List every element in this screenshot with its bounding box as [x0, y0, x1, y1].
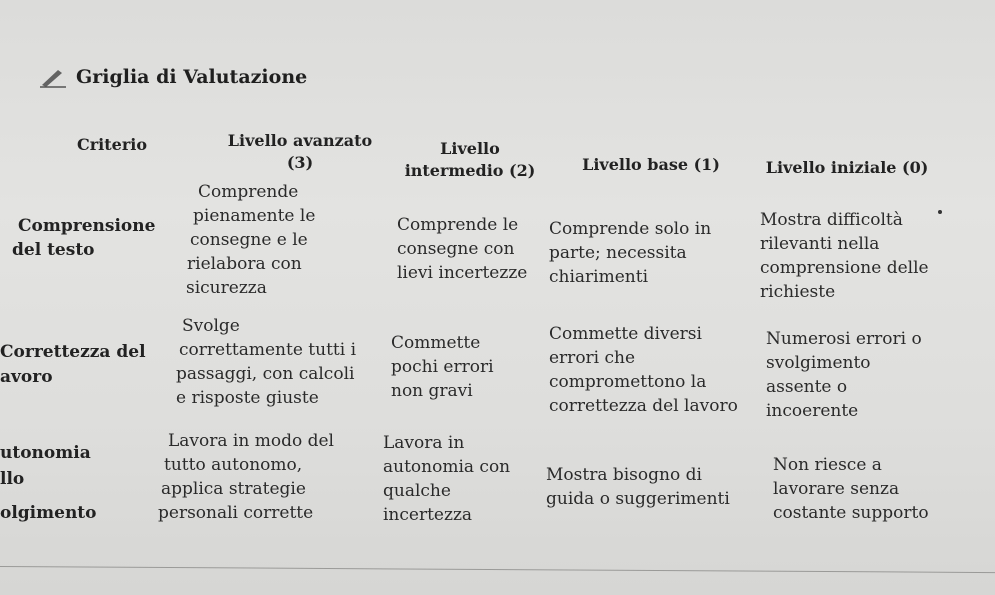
row3-intermedio: Lavora in autonomia con qualche incertezza [383, 433, 511, 525]
row1-avanzato: Comprende pienamente le consegne e le rielabora con sicurezza [186, 182, 316, 298]
header-criterio: Criterio [77, 135, 147, 154]
row3-iniziale: Non riesce a lavorare senza costante supporto [773, 455, 929, 523]
pencil-icon [38, 66, 68, 88]
row1-criterio: Comprensione [18, 216, 156, 236]
row2-iniziale: Numerosi errori o svolgimento assente o incoerente [766, 329, 922, 421]
row3-avanzato: Lavora in modo del tutto autonomo, applica strategie personali corrette [158, 431, 334, 523]
row3-criterio: utonomia [0, 443, 91, 463]
page-title: Griglia di Valutazione [76, 66, 308, 88]
row3-base: Mostra bisogno di guida o suggerimenti [546, 465, 730, 509]
row1-base: Comprende solo in parte; necessita chiarimenti [549, 219, 712, 287]
title-row [38, 66, 307, 88]
row2-avanzato: Svolge correttamente tutti i passaggi, con calcoli e risposte giuste [176, 316, 357, 408]
row3-criterio-3: olgimento [0, 503, 97, 523]
row2-base: Commette diversi errori che compromettono la correttezza del lavoro [549, 324, 738, 416]
header-livello-base: Livello base (1) [582, 155, 720, 174]
row3-criterio-2: llo [0, 469, 25, 489]
row1-criterio-2: del testo [12, 240, 95, 260]
bottom-rule [0, 566, 995, 573]
row2-criterio: Correttezza del [0, 342, 146, 362]
row2-criterio-2: avoro [0, 367, 53, 387]
row1-intermedio: Comprende le consegne con lievi incertezze [397, 215, 528, 283]
header-livello-intermedio: Livello intermedio (2) [404, 139, 536, 180]
row1-iniziale: Mostra difficoltà rilevanti nella comprensione delle richieste [760, 210, 929, 302]
stray-dot [938, 210, 942, 214]
header-livello-iniziale: Livello iniziale (0) [765, 158, 929, 177]
row2-intermedio: Commette pochi errori non gravi [391, 333, 494, 401]
header-livello-avanzato: Livello avanzato (3) [227, 131, 373, 172]
